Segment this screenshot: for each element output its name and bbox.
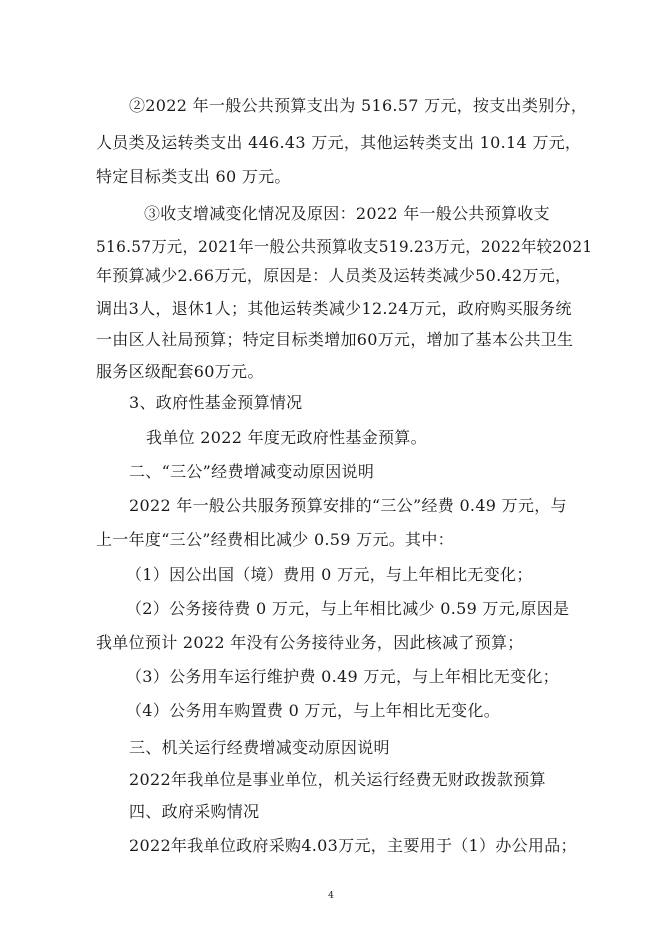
para-gov-fund-body: 我单位 2022 年度无政府性基金预算。 <box>146 428 427 447</box>
list-item-reception-line1: （2）公务接待费 0 万元，与上年相比减少 0.59 万元,原因是 <box>126 599 570 618</box>
para-three-public-line1: 2022 年一般公共服务预算安排的“三公”经费 0.49 万元，与 <box>129 496 567 515</box>
list-item-reception-line2: 我单位预计 2022 年没有公务接待业务，因此核减了预算； <box>96 633 524 652</box>
para-change-reason-line4: 调出3人，退休1人；其他运转类减少12.24万元，政府购买服务统 <box>96 299 572 318</box>
page-number: 4 <box>328 891 334 901</box>
para-change-reason-line1: ③收支增减变化情况及原因：2022 年一般公共预算收支 <box>144 204 550 223</box>
para-three-public-line2: 上一年度“三公”经费相比减少 0.59 万元。其中： <box>96 530 454 549</box>
para-change-reason-line3: 年预算减少2.66万元，原因是：人员类及运转类减少50.42万元， <box>96 266 572 285</box>
para-change-reason-line2: 516.57万元，2021年一般公共预算收支519.23万元，2022年较2021 <box>96 237 593 256</box>
list-item-vehicle-maintenance: （3）公务用车运行维护费 0.49 万元，与上年相比无变化； <box>126 667 559 686</box>
list-item-overseas: （1）因公出国（境）费用 0 万元，与上年相比无变化； <box>126 565 533 584</box>
para-procurement-body: 2022年我单位政府采购4.03万元，主要用于（1）办公用品； <box>129 836 577 855</box>
para-budget-expenditure-line2: 人员类及运转类支出 446.43 万元，其他运转类支出 10.14 万元， <box>96 133 582 152</box>
list-item-vehicle-purchase: （4）公务用车购置费 0 万元，与上年相比无变化。 <box>126 701 501 720</box>
section-heading-gov-fund: 3、政府性基金预算情况 <box>129 393 303 412</box>
para-change-reason-line6: 服务区级配套60万元。 <box>96 362 264 381</box>
para-budget-expenditure-line3: 特定目标类支出 60 万元。 <box>96 167 291 186</box>
section-heading-procurement: 四、政府采购情况 <box>129 802 260 821</box>
section-heading-operating-costs: 三、机关运行经费增减变动原因说明 <box>129 738 390 757</box>
section-heading-three-public: 二、“三公”经费增减变动原因说明 <box>129 462 375 481</box>
para-operating-costs-body: 2022年我单位是事业单位，机关运行经费无财政拨款预算 <box>129 770 546 789</box>
para-change-reason-line5: 一由区人社局预算；特定目标类增加60万元，增加了基本公共卫生 <box>96 330 574 349</box>
para-budget-expenditure-line1: ②2022 年一般公共预算支出为 516.57 万元，按支出类别分， <box>129 96 588 115</box>
